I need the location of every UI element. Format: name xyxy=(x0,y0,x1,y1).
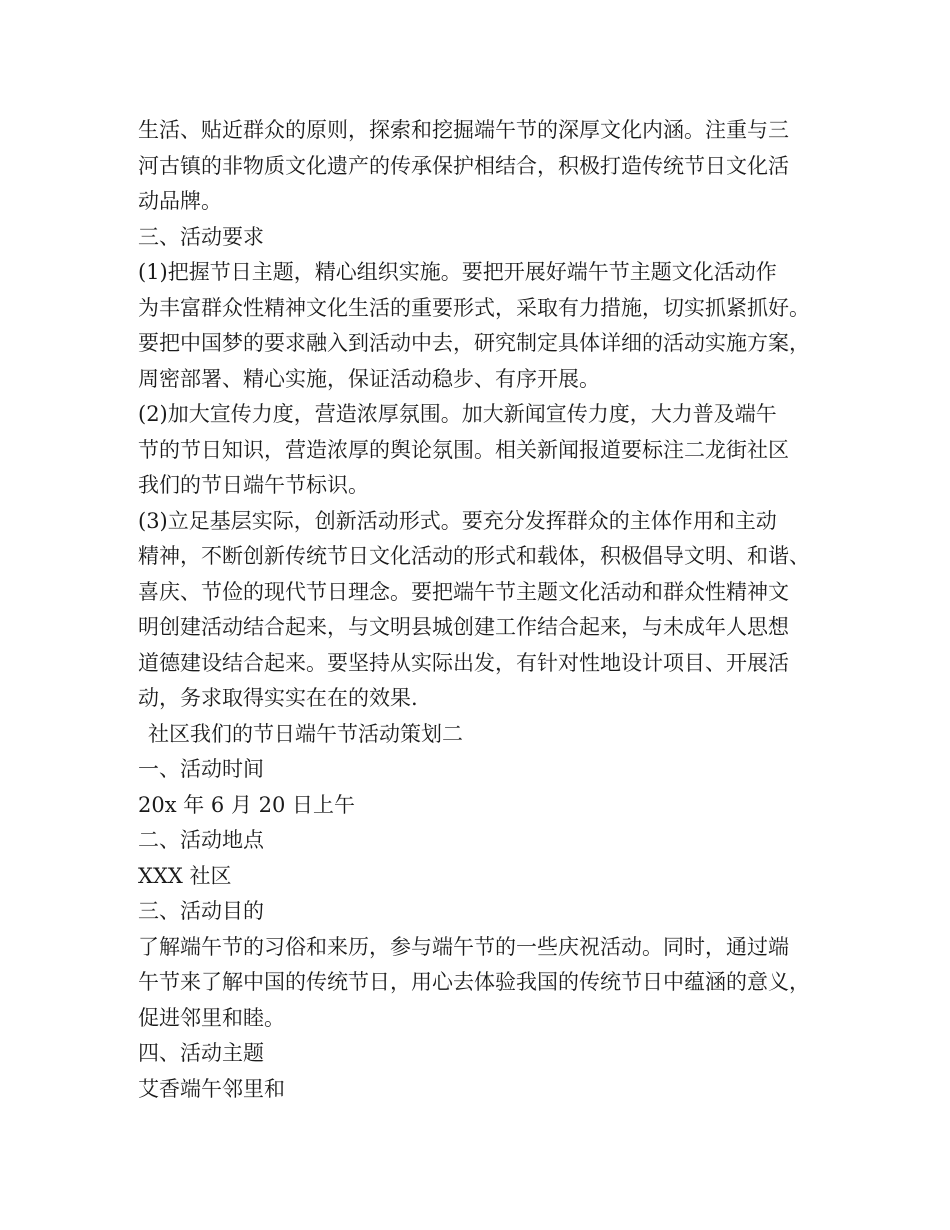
paragraph-line: 动品牌。 xyxy=(138,189,222,213)
paragraph-line: 午节来了解中国的传统节日，用心去体验我国的传统节日中蕴涵的意义， xyxy=(138,970,810,994)
document-subtitle: 社区我们的节日端午节活动策划二 xyxy=(148,721,463,746)
paragraph-line: XXX 社区 xyxy=(138,863,232,888)
paragraph-line: (3)立足基层实际，创新活动形式。要充分发挥群众的主体作用和主动 xyxy=(138,508,777,533)
paragraph-line: 20x 年 6 月 20 日上午 xyxy=(138,792,356,817)
paragraph-line: 了解端午节的习俗和来历，参与端午节的一些庆祝活动。同时，通过端 xyxy=(138,934,789,959)
paragraph-line: 促进邻里和睦。 xyxy=(138,1005,285,1030)
paragraph-line: 节的节日知识，营造浓厚的舆论氛围。相关新闻报道要标注二龙街社区 xyxy=(138,437,789,462)
paragraph-line: 明创建活动结合起来，与文明县城创建工作结合起来，与未成年人思想 xyxy=(138,615,789,639)
paragraph-line: 动，务求取得实实在在的效果. xyxy=(138,686,418,710)
document-body xyxy=(138,113,828,1107)
paragraph-line: 为丰富群众性精神文化生活的重要形式，采取有力措施，切实抓紧抓好。 xyxy=(138,295,810,320)
paragraph-line: 河古镇的非物质文化遗产的传承保护相结合，积极打造传统节日文化活 xyxy=(138,153,789,178)
paragraph-line: 生活、贴近群众的原则，探索和挖掘端午节的深厚文化内涵。注重与三 xyxy=(138,118,789,142)
section-heading: 四、活动主题 xyxy=(138,1041,264,1065)
section-heading: 一、活动时间 xyxy=(138,757,264,781)
paragraph-line: 喜庆、节俭的现代节日理念。要把端午节主题文化活动和群众性精神文 xyxy=(138,579,789,604)
paragraph-line: 要把中国梦的要求融入到活动中去，研究制定具体详细的活动实施方案， xyxy=(138,331,810,355)
paragraph-line: (1)把握节日主题，精心组织实施。要把开展好端午节主题文化活动作 xyxy=(138,260,777,284)
section-heading: 三、活动目的 xyxy=(138,899,264,923)
paragraph-line: 道德建设结合起来。要坚持从实际出发，有针对性地设计项目、开展活 xyxy=(138,650,789,675)
paragraph-line: (2)加大宣传力度，营造浓厚氛围。加大新闻宣传力度，大力普及端午 xyxy=(138,402,777,426)
section-heading: 二、活动地点 xyxy=(138,828,264,852)
paragraph-line: 精神，不断创新传统节日文化活动的形式和载体，积极倡导文明、和谐、 xyxy=(138,544,810,568)
section-heading: 三、活动要求 xyxy=(138,224,264,249)
paragraph-line: 周密部署、精心实施，保证活动稳步、有序开展。 xyxy=(138,366,600,391)
paragraph-line: 艾香端午邻里和 xyxy=(138,1076,285,1101)
paragraph-line: 我们的节日端午节标识。 xyxy=(138,473,369,497)
